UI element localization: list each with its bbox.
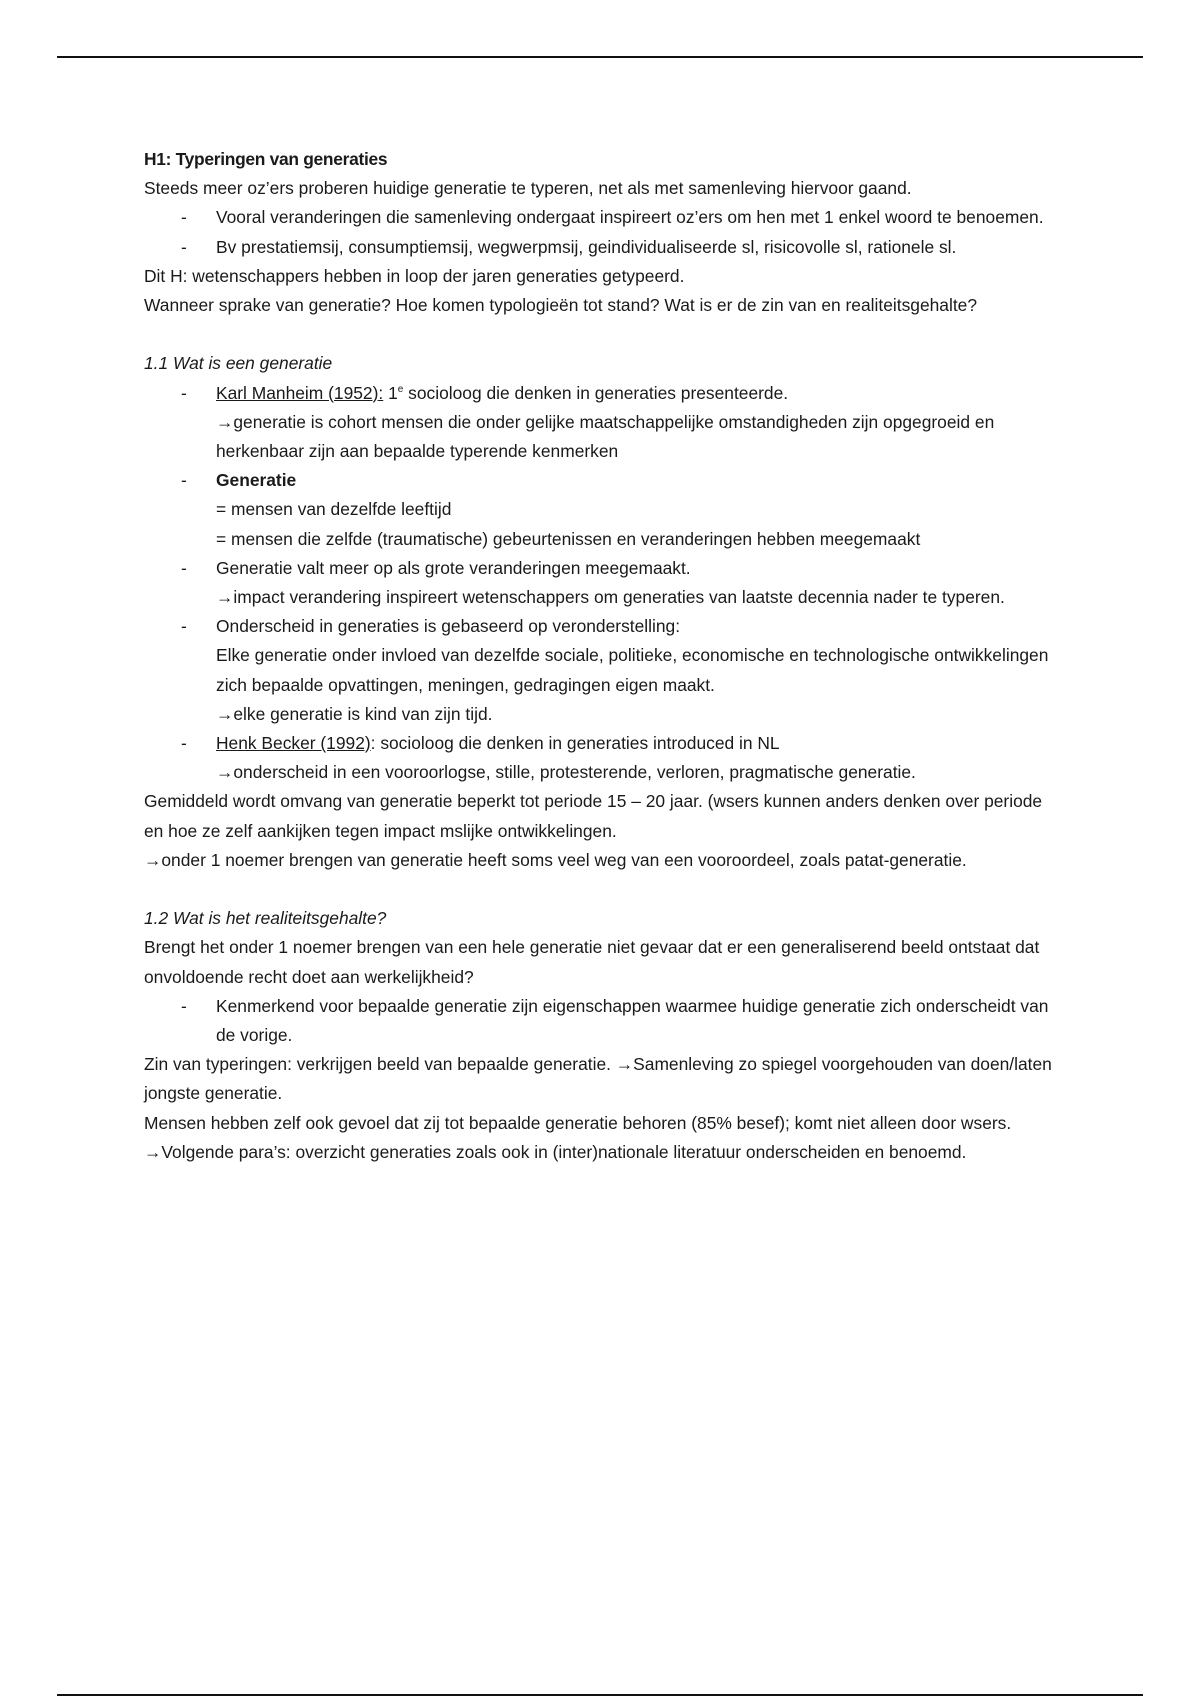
bullet-text: Kenmerkend voor bepaalde generatie zijn eigenschappen waarmee huidige generatie zich onderscheidt van de vorige. xyxy=(216,995,1049,1046)
footer-rule xyxy=(57,1694,1143,1696)
chapter-questions: Wanneer sprake van generatie? Hoe komen typologieën tot stand? Wat is er de zin van en realiteitsgehalte? xyxy=(144,295,977,316)
opvallen-arrow-note: →impact verandering inspireert wetenschappers om generaties van laatste decennia nader te typeren. xyxy=(216,587,1005,608)
list-item xyxy=(144,379,1064,467)
chapter-summary: Dit H: wetenschappers hebben in loop der jaren generaties getypeerd. xyxy=(144,265,685,286)
conclusion-paragraph: →onder 1 noemer brengen van generatie heeft soms veel weg van een vooroordeel, zoals patat-generatie. xyxy=(144,849,967,870)
author-separator: : xyxy=(378,382,384,403)
list-item xyxy=(144,612,1064,729)
zin-paragraph: Zin van typeringen: verkrijgen beeld van bepaalde generatie. →Samenleving zo spiegel voorgehouden van doen/laten jongste generatie. xyxy=(144,1054,1052,1104)
list-item xyxy=(144,729,1064,787)
onderscheid-arrow-note: →elke generatie is kind van zijn tijd. xyxy=(216,703,493,724)
term-generatie: Generatie xyxy=(216,470,297,491)
list-item xyxy=(144,992,1064,1050)
average-paragraph: Gemiddeld wordt omvang van generatie beperkt tot periode 15 – 20 jaar. (wsers kunnen anders denken over periode en hoe ze zelf aankijken tegen impact mslijke ontwikkelingen. xyxy=(144,791,1043,841)
list-item xyxy=(144,233,1064,262)
next-paragraph: →Volgende para’s: overzicht generaties zoals ook in (inter)nationale literatuur onderscheiden en benoemd. xyxy=(144,1141,967,1162)
bullet-dash: - xyxy=(181,557,187,578)
author-becker: Henk Becker (1992) xyxy=(216,733,371,754)
definition-2: = mensen die zelfde (traumatische) gebeurtenissen en veranderingen hebben meegemaakt xyxy=(216,528,921,549)
spacer xyxy=(144,875,1064,904)
document-body xyxy=(144,145,1064,1167)
definition-1: = mensen van dezelfde leeftijd xyxy=(216,499,452,520)
spacer xyxy=(144,320,1064,349)
list-item xyxy=(144,203,1064,232)
gevoel-paragraph: Mensen hebben zelf ook gevoel dat zij tot bepaalde generatie behoren (85% besef); komt niet alleen door wsers. xyxy=(144,1112,1012,1133)
ordinal-suffix: e xyxy=(397,383,404,395)
onderscheid-text: Onderscheid in generaties is gebaseerd op veronderstelling: xyxy=(216,616,681,637)
becker-text: : socioloog die denken in generaties introduced in NL xyxy=(370,733,780,754)
bullet-dash: - xyxy=(181,733,187,754)
becker-arrow-note: →onderscheid in een vooroorlogse, stille, protesterende, verloren, pragmatische generatie. xyxy=(216,762,916,783)
bullet-dash: - xyxy=(181,236,187,257)
bullet-dash: - xyxy=(181,207,187,228)
bullet-dash: - xyxy=(181,382,187,403)
section-1-2-list xyxy=(144,992,1064,1050)
section-1-1-list xyxy=(144,379,1064,788)
manheim-arrow-note: →generatie is cohort mensen die onder gelijke maatschappelijke omstandigheden zijn opgegroeid en herkenbaar zijn aan bepaalde typerende kenmerken xyxy=(216,411,995,462)
section-1-2-title: 1.2 Wat is het realiteitsgehalte? xyxy=(144,908,387,929)
onderscheid-detail: Elke generatie onder invloed van dezelfde sociale, politieke, economische en technologische ontwikkelingen zich bepaalde opvattingen, meningen, gedragingen eigen maakt. xyxy=(216,645,1049,695)
header-rule xyxy=(57,56,1143,58)
section-1-1-title: 1.1 Wat is een generatie xyxy=(144,353,333,374)
list-item xyxy=(144,554,1064,612)
list-item xyxy=(144,466,1064,554)
intro-paragraph: Steeds meer oz’ers proberen huidige generatie te typeren, net als met samenleving hiervoor gaand. xyxy=(144,178,912,199)
bullet-dash: - xyxy=(181,470,187,491)
ordinal-number: 1 xyxy=(383,382,398,403)
opvallen-text: Generatie valt meer op als grote veranderingen meegemaakt. xyxy=(216,557,691,578)
author-manheim: Karl Manheim (1952) xyxy=(216,382,379,403)
realiteit-question: Brengt het onder 1 noemer brengen van een hele generatie niet gevaar dat er een generaliserend beeld ontstaat dat onvoldoende recht doet aan werkelijkheid? xyxy=(144,937,1040,987)
bullet-dash: - xyxy=(181,995,187,1016)
bullet-text: Vooral veranderingen die samenleving ondergaat inspireert oz’ers om hen met 1 enkel woord te benoemen. xyxy=(216,207,1044,228)
intro-bullet-list xyxy=(144,203,1064,261)
chapter-heading: H1: Typeringen van generaties xyxy=(144,149,388,169)
bullet-text: Bv prestatiemsij, consumptiemsij, wegwerpmsij, geindividualiseerde sl, risicovolle sl, rationele sl. xyxy=(216,236,957,257)
bullet-dash: - xyxy=(181,616,187,637)
manheim-text: socioloog die denken in generaties presenteerde. xyxy=(403,382,789,403)
